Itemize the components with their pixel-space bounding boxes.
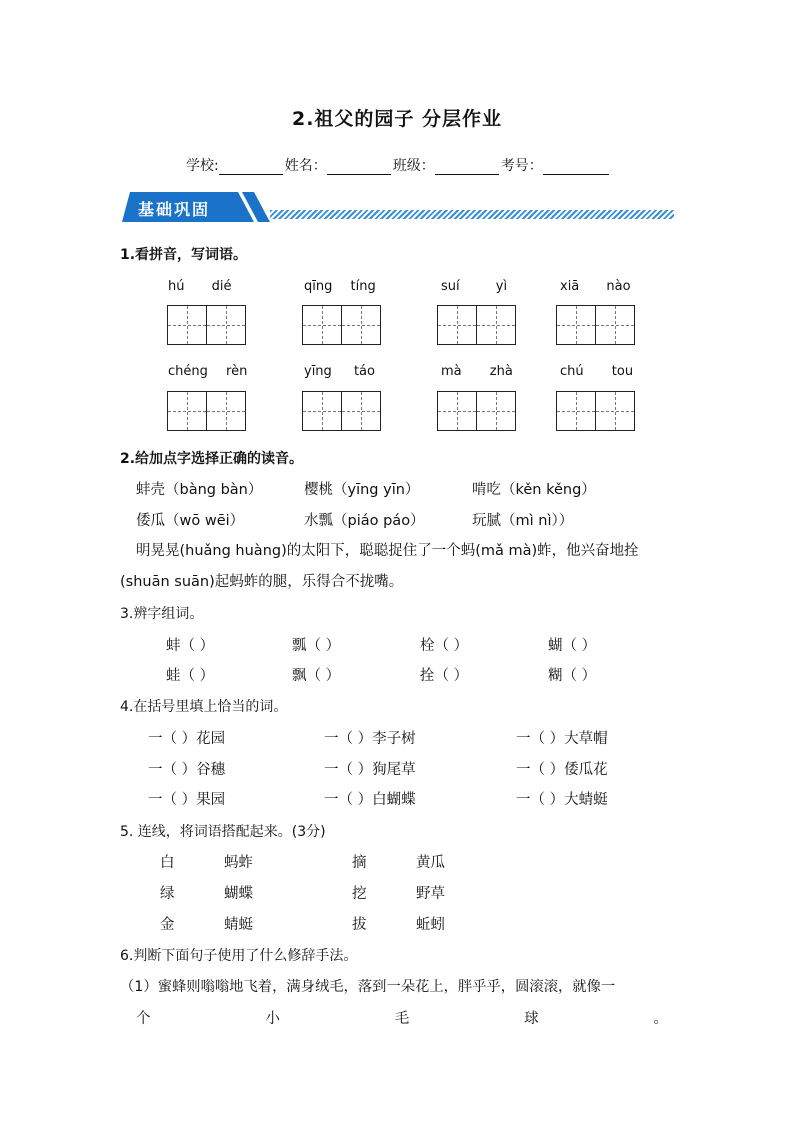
q3-item: 蚌（ ）: [166, 638, 215, 654]
q2-paragraph: 明晃晃(huǎng huàng)的太阳下，聪聪捉住了一个蚂(mǎ mà)蚱，他兴奋地拴: [136, 543, 639, 559]
pinyin-group: [441, 279, 507, 294]
q4-item: 一（ ）倭瓜花: [516, 762, 608, 778]
pinyin-group: [560, 364, 633, 379]
q6-sentence: （1）蜜蜂则嗡嗡地飞着，满身绒毛，落到一朵花上，胖乎乎，圆滚滚，就像一: [120, 979, 616, 995]
q5-word: 蝴蝶: [224, 886, 253, 902]
exam-no-blank[interactable]: [543, 160, 609, 175]
section-divider: [270, 210, 674, 219]
pinyin-syllable: dié: [211, 279, 232, 294]
q3-title: 3.辨字组词。: [120, 606, 204, 622]
pinyin-group: [441, 364, 513, 379]
pinyin-group: [304, 279, 376, 294]
q2-option: 蚌壳（bàng bàn）: [136, 482, 263, 498]
q2-option: 啃吃（kěn kěng）: [472, 482, 596, 498]
pinyin-syllable: yì: [495, 279, 508, 294]
pinyin-group: [304, 364, 375, 379]
q4-item: 一（ ）狗尾草: [324, 762, 416, 778]
pinyin-group: [168, 279, 232, 294]
q5-word: 野草: [416, 886, 445, 902]
writing-grid[interactable]: [167, 305, 246, 345]
pinyin-syllable: mà: [441, 364, 462, 379]
q4-item: 一（ ）大草帽: [516, 731, 608, 747]
q5-word: 蜻蜓: [224, 917, 253, 933]
pinyin-syllable: rèn: [226, 364, 248, 379]
writing-grid[interactable]: [302, 305, 381, 345]
section-banner-label: 基础巩固: [138, 200, 211, 219]
writing-grid[interactable]: [556, 305, 635, 345]
sentence-char: 球: [524, 1011, 539, 1027]
class-label: 班级：: [392, 158, 435, 174]
q5-word: 拔: [352, 917, 367, 933]
q5-word: 绿: [160, 886, 175, 902]
q4-item: 一（ ）李子树: [324, 731, 416, 747]
pinyin-syllable: zhà: [489, 364, 513, 379]
q5-word: 蚂蚱: [224, 855, 253, 871]
pinyin-syllable: chú: [560, 364, 584, 379]
q6-title: 6.判断下面句子使用了什么修辞手法。: [120, 948, 358, 964]
q2-title: 2.给加点字选择正确的读音。: [120, 451, 304, 467]
q2-option: 水瓢（piáo páo）: [304, 513, 425, 529]
q4-item: 一（ ）花园: [148, 731, 226, 747]
q1-title: 1.看拼音，写词语。: [120, 247, 248, 263]
writing-grid[interactable]: [556, 391, 635, 431]
pinyin-syllable: táo: [353, 364, 375, 379]
pinyin-syllable: yīng: [304, 364, 332, 379]
q4-item: 一（ ）大蜻蜓: [516, 792, 608, 808]
sentence-char: 。: [653, 1011, 668, 1027]
school-blank[interactable]: [219, 160, 283, 175]
pinyin-syllable: hú: [168, 279, 185, 294]
sentence-char: 个: [136, 1011, 151, 1027]
pinyin-syllable: tíng: [350, 279, 376, 294]
writing-grid[interactable]: [302, 391, 381, 431]
sentence-char: 毛: [394, 1011, 410, 1027]
q5-word: 白: [160, 855, 175, 871]
exam-no-label: 考号：: [500, 158, 543, 174]
pinyin-syllable: qīng: [304, 279, 333, 294]
writing-grid[interactable]: [437, 305, 516, 345]
student-info: [186, 155, 611, 175]
q5-title: 5. 连线，将词语搭配起来。(3分): [120, 824, 326, 840]
q3-item: 飘（ ）: [292, 668, 341, 684]
pinyin-syllable: tou: [611, 364, 634, 379]
q6-sentence-continued: [136, 1007, 668, 1028]
q2-option: 樱桃（yīng yīn）: [304, 482, 420, 498]
pinyin-syllable: suí: [441, 279, 460, 294]
school-label: 学校:: [186, 158, 219, 174]
q5-word: 摘: [352, 855, 367, 871]
q2-option: 玩腻（mì nì））: [472, 513, 574, 529]
q5-word: 蚯蚓: [416, 917, 445, 933]
pinyin-syllable: chéng: [168, 364, 208, 379]
q3-item: 瓢（ ）: [292, 638, 341, 654]
q3-item: 蝴（ ）: [548, 638, 597, 654]
q3-item: 栓（ ）: [420, 638, 469, 654]
q3-item: 蛙（ ）: [166, 668, 215, 684]
q5-word: 黄瓜: [416, 855, 445, 871]
writing-grid[interactable]: [167, 391, 246, 431]
pinyin-syllable: nào: [606, 279, 631, 294]
name-label: 姓名：: [284, 158, 327, 174]
q5-word: 挖: [352, 886, 367, 902]
q5-word: 金: [160, 917, 175, 933]
pinyin-syllable: xiā: [560, 279, 580, 294]
pinyin-group: [560, 279, 631, 294]
sentence-char: 小: [265, 1011, 280, 1027]
q2-option: 倭瓜（wō wēi）: [136, 513, 245, 529]
q3-item: 糊（ ）: [548, 668, 597, 684]
q4-item: 一（ ）果园: [148, 792, 226, 808]
q2-paragraph: (shuān suān)起蚂蚱的腿，乐得合不拢嘴。: [120, 574, 404, 590]
class-blank[interactable]: [435, 160, 499, 175]
q4-item: 一（ ）谷穗: [148, 762, 226, 778]
page-title: 2.祖父的园子 分层作业: [291, 108, 503, 130]
q3-item: 拴（ ）: [420, 668, 469, 684]
pinyin-group: [168, 364, 247, 379]
q4-title: 4.在括号里填上恰当的词。: [120, 699, 288, 715]
q4-item: 一（ ）白蝴蝶: [324, 792, 416, 808]
section-banner: [120, 190, 272, 228]
name-blank[interactable]: [327, 160, 391, 175]
writing-grid[interactable]: [437, 391, 516, 431]
